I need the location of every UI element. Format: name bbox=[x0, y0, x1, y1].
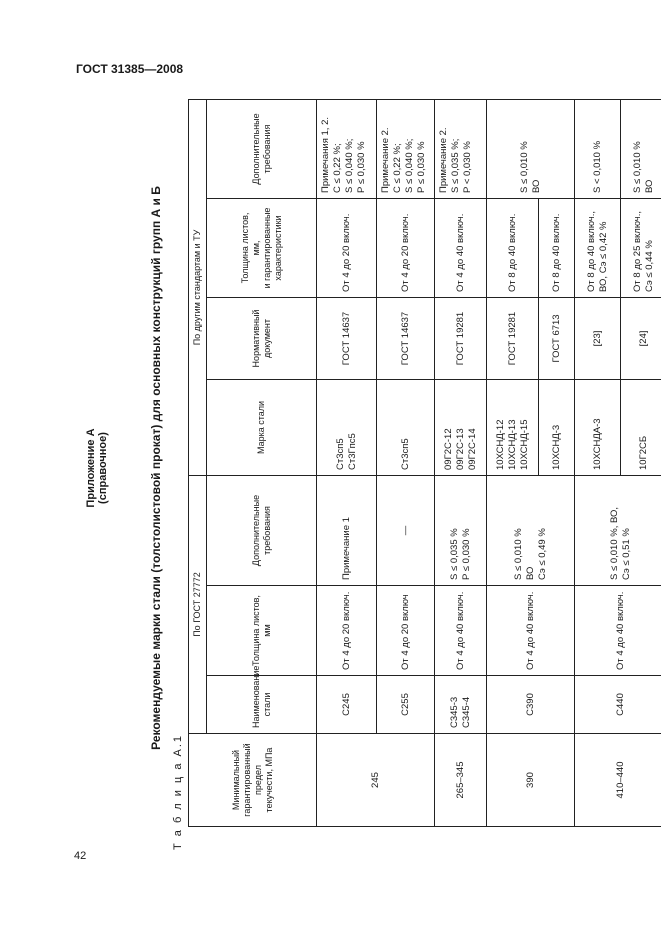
cell-thickness: От 4 до 40 включ. bbox=[435, 586, 487, 676]
header-extra-req: Дополнительные требования bbox=[207, 475, 317, 585]
cell-steel-name: С345-3 С345-4 bbox=[435, 676, 487, 734]
header-norm-doc: Нормативный документ bbox=[207, 297, 317, 379]
header-extra-req-2: Дополнительные требования bbox=[207, 99, 317, 198]
document-code: ГОСТ 31385—2008 bbox=[76, 62, 184, 76]
page-number: 42 bbox=[74, 850, 87, 862]
table-row bbox=[575, 99, 621, 826]
cell-steel-name: С255 bbox=[377, 676, 435, 734]
cell-thickness-chars: От 4 до 40 включ. bbox=[435, 198, 487, 297]
cell-thickness: От 4 до 20 включ. bbox=[317, 586, 377, 676]
cell-yield: 265–345 bbox=[435, 734, 487, 827]
cell-grade: 10Г2СБ bbox=[621, 379, 661, 475]
cell-norm-doc: ГОСТ 19281 bbox=[435, 297, 487, 379]
cell-extra-req: — bbox=[377, 475, 435, 585]
cell-thickness-chars: От 8 до 40 включ. bbox=[539, 198, 575, 297]
header-row-1 bbox=[189, 99, 207, 826]
cell-norm-doc: [23] bbox=[575, 297, 621, 379]
cell-extra-req: S ≤ 0,010 % ВО Cэ ≤ 0,49 % bbox=[487, 475, 575, 585]
cell-thickness: От 4 до 20 включ bbox=[377, 586, 435, 676]
cell-yield: 390 bbox=[487, 734, 575, 827]
cell-grade: Ст3сп5 Ст3Гпс5 bbox=[317, 379, 377, 475]
header-group-gost: По ГОСТ 27772 bbox=[189, 475, 207, 733]
annex-title: Приложение А bbox=[85, 428, 97, 508]
cell-grade: 10ХСНДА-3 bbox=[575, 379, 621, 475]
cell-steel-name: С440 bbox=[575, 676, 661, 734]
table-row bbox=[435, 99, 487, 826]
header-thickness-chars: Толщина листов, мм, и гарантированные характеристики bbox=[207, 198, 317, 297]
header-thickness: Толщина листов, мм bbox=[207, 586, 317, 676]
cell-extra-req-2: Примечания 1, 2. C ≤ 0,22 %; S ≤ 0,040 %; P ≤ 0,030 % bbox=[317, 99, 377, 198]
header-steel-name: Наименование стали bbox=[207, 676, 317, 734]
cell-thickness: От 4 до 40 включ. bbox=[487, 586, 575, 676]
cell-thickness: От 4 до 40 включ. bbox=[575, 586, 661, 676]
header-row-2 bbox=[207, 99, 317, 826]
cell-grade: 09Г2С-12 09Г2С-13 09Г2С-14 bbox=[435, 379, 487, 475]
cell-extra-req: Примечание 1 bbox=[317, 475, 377, 585]
cell-thickness-chars: От 4 до 20 включ. bbox=[377, 198, 435, 297]
cell-grade: 10ХСНД-12 10ХСНД-13 10ХСНД-15 bbox=[487, 379, 539, 475]
cell-extra-req: S ≤ 0,010 %, ВО, Cэ ≤ 0,51 % bbox=[575, 475, 661, 585]
steel-grades-table bbox=[188, 99, 661, 827]
cell-norm-doc: ГОСТ 6713 bbox=[539, 297, 575, 379]
cell-yield: 410–440 bbox=[575, 734, 661, 827]
cell-thickness-chars: От 8 до 40 включ., ВО, Cэ ≤ 0,42 % bbox=[575, 198, 621, 297]
cell-extra-req-2: Примечание 2. S ≤ 0,035 %; P < 0,030 % bbox=[435, 99, 487, 198]
cell-yield: 245 bbox=[317, 734, 435, 827]
cell-extra-req-2: S ≤ 0,010 % ВО bbox=[487, 99, 575, 198]
cell-thickness-chars: От 4 до 20 включ. bbox=[317, 198, 377, 297]
cell-norm-doc: [24] bbox=[621, 297, 661, 379]
table-caption: Рекомендуемые марки стали (толстолистовой прокат) для основных конструкций групп А и Б bbox=[149, 186, 163, 750]
annex-subtitle: (справочное) bbox=[97, 432, 109, 504]
cell-extra-req-2: S < 0,010 % bbox=[575, 99, 621, 198]
cell-extra-req-2: Примечание 2. C ≤ 0,22 %; S ≤ 0,040 %; P ≤ 0,030 % bbox=[377, 99, 435, 198]
cell-extra-req-2: S ≤ 0,010 % ВО bbox=[621, 99, 661, 198]
header-group-other: По другим стандартам и ТУ bbox=[189, 99, 207, 475]
cell-extra-req: S ≤ 0,035 % P ≤ 0,030 % bbox=[435, 475, 487, 585]
cell-steel-name: С245 bbox=[317, 676, 377, 734]
table-row bbox=[487, 99, 539, 826]
header-yield: Минимальный гарантированный предел текучести, МПа bbox=[189, 734, 317, 827]
cell-thickness-chars: От 8 до 25 включ., Cэ ≤ 0,44 % bbox=[621, 198, 661, 297]
cell-norm-doc: ГОСТ 14637 bbox=[317, 297, 377, 379]
table-label: Т а б л и ц а А.1 bbox=[172, 733, 184, 850]
cell-grade: 10ХСНД-3 bbox=[539, 379, 575, 475]
table-row bbox=[377, 99, 435, 826]
annex-heading bbox=[85, 0, 109, 936]
table-row bbox=[317, 99, 377, 826]
cell-grade: Ст3сп5 bbox=[377, 379, 435, 475]
header-grade: Марка стали bbox=[207, 379, 317, 475]
cell-norm-doc: ГОСТ 19281 bbox=[487, 297, 539, 379]
cell-steel-name: С390 bbox=[487, 676, 575, 734]
cell-norm-doc: ГОСТ 14637 bbox=[377, 297, 435, 379]
cell-thickness-chars: От 8 до 40 включ. bbox=[487, 198, 539, 297]
